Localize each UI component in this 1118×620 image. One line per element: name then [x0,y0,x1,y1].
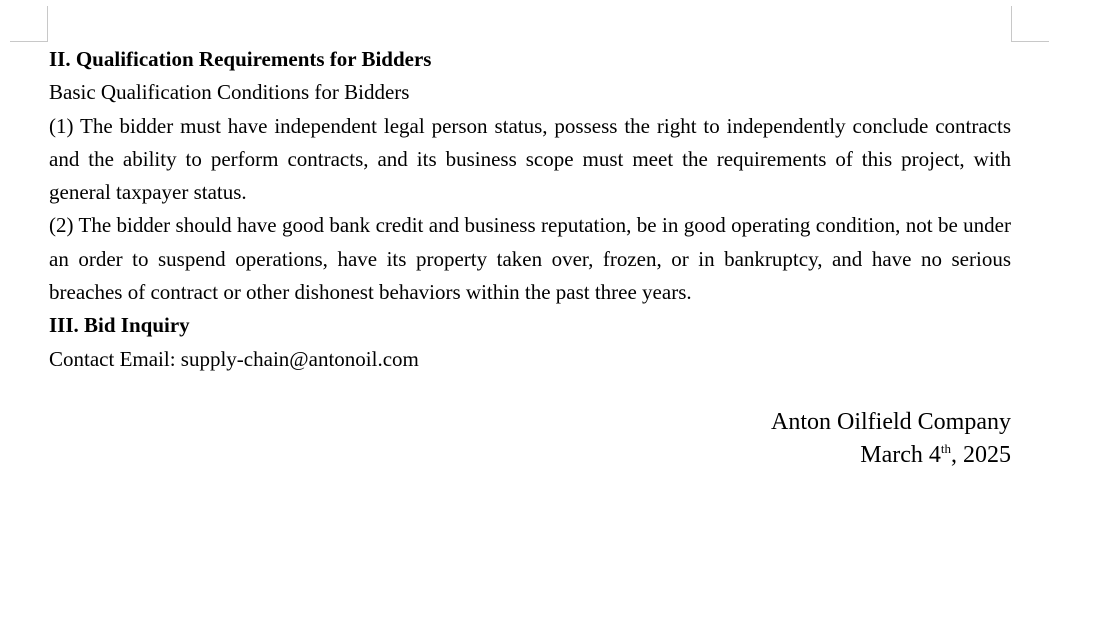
requirement-item-2: (2) The bidder should have good bank credit and business reputation, be in good operating condition, not be under an order to suspend operations, have its property taken over, frozen, or in bankruptcy, and have no serious breaches of contract or other dishonest behaviors within the past three years. [49,213,1011,305]
signature-date [49,439,1011,472]
company-name: Anton Oilfield Company [771,408,1011,435]
document-body[interactable] [49,43,1011,472]
date-year: , 2025 [951,441,1011,468]
basic-conditions-line: Basic Qualification Conditions for Bidders [49,80,410,105]
section-heading-bid-inquiry: III. Bid Inquiry [49,313,190,338]
date-ordinal-suffix: th [940,440,951,456]
contact-email-line: Contact Email: supply-chain@antonoil.com [49,346,419,371]
signature-block [49,406,1011,472]
top-left-margin-mark [10,6,48,42]
date-month-day: March 4 [860,441,941,468]
section-heading-qualification: II. Qualification Requirements for Bidders [49,47,432,71]
top-right-margin-mark [1011,6,1049,42]
requirement-item-1: (1) The bidder must have independent legal person status, possess the right to independently conclude contracts and the ability to perform contracts, and its business scope must meet the requirements of this project, with general taxpayer status. [49,113,1011,205]
